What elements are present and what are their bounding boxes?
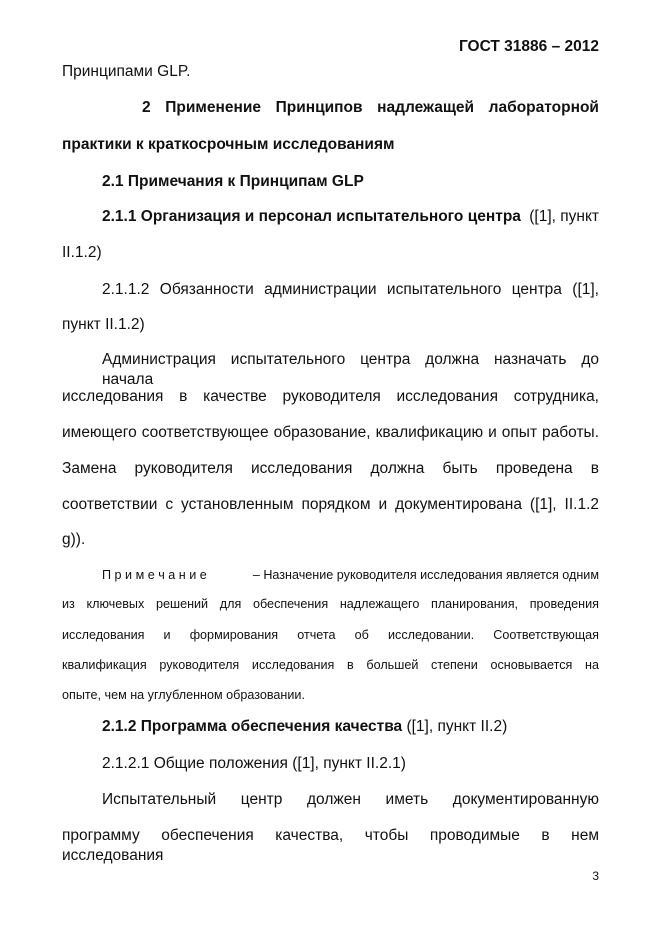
paragraph-line: g)). — [62, 531, 86, 548]
section-heading-2-1: 2.1 Примечания к Принципам GLP — [102, 173, 364, 190]
text-line: пункт II.1.2) — [62, 316, 145, 333]
note-line: исследования и формирования отчета об исследовании. Соответствующая — [62, 628, 599, 642]
document-header: ГОСТ 31886 – 2012 — [458, 38, 599, 55]
note-text: – Назначение руководителя исследования является одним — [252, 568, 599, 582]
section-heading-2 — [142, 98, 599, 118]
text-line: 2.1.1.2 Обязанности администрации испытательного центра ([1], — [102, 281, 599, 298]
paragraph-line: Замена руководителя исследования должна быть проведена в — [62, 460, 599, 477]
text-line: Принципами GLP. — [62, 63, 191, 80]
paragraph-line: исследования в качестве руководителя исследования сотрудника, — [62, 388, 599, 405]
heading-word: Применение — [165, 99, 261, 116]
note-line: из ключевых решений для обеспечения надлежащего планирования, проведения — [62, 597, 599, 611]
paragraph-line: Администрация испытательного центра должна назначать до начала — [102, 351, 599, 388]
paragraph-line: программу обеспечения качества, чтобы проводимые в нем исследования — [62, 827, 599, 864]
note-label: П р и м е ч а н и е — [102, 568, 207, 582]
section-heading-2-1-2-1: 2.1.2.1 Общие положения ([1], пункт II.2.1) — [102, 755, 406, 772]
paragraph-line: имеющего соответствующее образование, квалификацию и опыт работы. — [62, 424, 599, 441]
text-line: II.1.2) — [62, 244, 102, 261]
heading-text: 2.1.2 Программа обеспечения качества — [102, 718, 403, 735]
heading-word: надлежащей — [377, 99, 475, 116]
note-line: опыте, чем на углубленном образовании. — [62, 688, 305, 702]
section-heading-2-cont: практики к краткосрочным исследованиям — [62, 136, 395, 153]
paragraph-line: Испытательный центр должен иметь документированную — [102, 791, 599, 808]
section-number: 2 — [142, 99, 151, 116]
reference-text: ([1], пункт II.2) — [406, 718, 508, 735]
note-line — [102, 565, 599, 585]
heading-text: 2.1.1 Организация и персонал испытательного центра — [102, 208, 521, 225]
heading-word: лабораторной — [488, 99, 599, 116]
reference-text: ([1], пункт — [529, 208, 599, 225]
paragraph-line: соответствии с установленным порядком и документирована ([1], II.1.2 — [62, 496, 599, 513]
section-heading-2-1-1 — [102, 207, 599, 227]
page-number: 3 — [592, 869, 599, 883]
note-line: квалификация руководителя исследования в большей степени основывается на — [62, 658, 599, 672]
section-heading-2-1-2 — [102, 717, 599, 737]
heading-word: Принципов — [275, 99, 363, 116]
